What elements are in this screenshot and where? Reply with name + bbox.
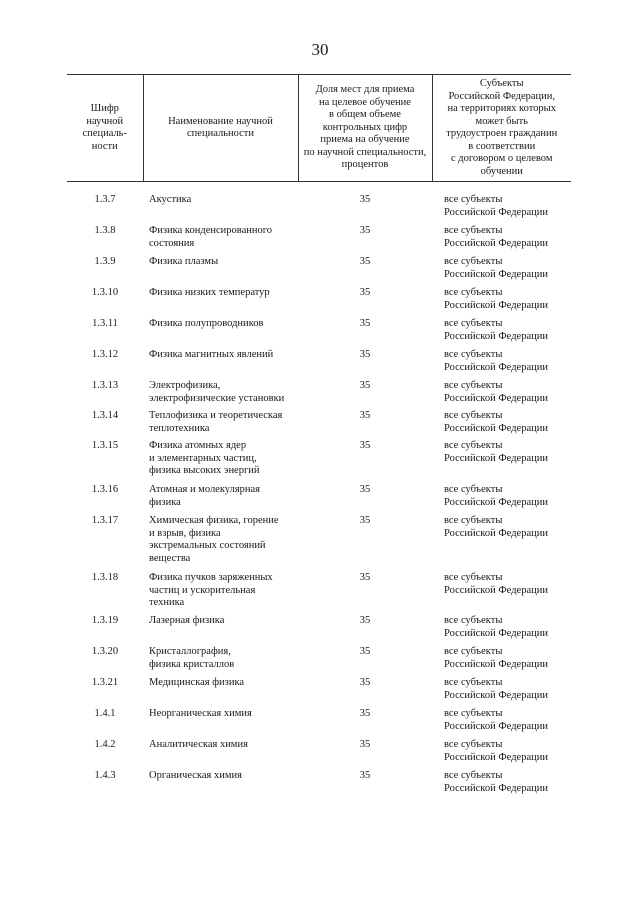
header-share: Доля мест для приема на целевое обучение в общем объеме контрольных цифр приема на обучение по научной специальности, процентов	[298, 75, 432, 182]
row-subjects: все субъекты Российской Федерации	[444, 572, 548, 596]
row-share-percent: 35	[359, 256, 371, 267]
row-code: 1.3.13	[91, 380, 119, 391]
row-code: 1.3.11	[92, 318, 118, 329]
row-subjects: все субъекты Российской Федерации	[444, 440, 548, 464]
row-specialty-name: Неорганическая химия	[149, 708, 252, 719]
row-subjects: все субъекты Российской Федерации	[444, 194, 548, 218]
row-specialty-name: Электрофизика, электрофизические установки	[149, 380, 285, 404]
row-code: 1.3.14	[91, 410, 119, 421]
table-body	[67, 182, 571, 802]
table-row	[67, 708, 571, 739]
row-subjects: все субъекты Российской Федерации	[444, 287, 548, 311]
row-specialty-name: Аналитическая химия	[149, 739, 248, 750]
row-share-percent: 35	[359, 572, 371, 583]
table-row	[67, 380, 571, 410]
row-subjects: все субъекты Российской Федерации	[444, 739, 548, 763]
row-specialty-name: Кристаллография, физика кристаллов	[149, 646, 235, 670]
row-code: 1.3.12	[91, 349, 119, 360]
row-code: 1.3.18	[91, 572, 119, 583]
row-specialty-name: Химическая физика, горение и взрыв, физика экстремальных состояний вещества	[149, 515, 279, 564]
specialties-table	[67, 74, 571, 801]
row-share-percent: 35	[359, 194, 371, 205]
row-subjects: все субъекты Российской Федерации	[444, 380, 548, 404]
row-specialty-name: Физика атомных ядер и элементарных частиц, физика высоких энергий	[149, 440, 260, 476]
row-code: 1.3.20	[91, 646, 119, 657]
row-specialty-name: Теплофизика и теоретическая теплотехника	[149, 410, 283, 434]
header-name: Наименование научной специальности	[143, 75, 298, 182]
table-row	[67, 484, 571, 515]
row-code: 1.3.21	[91, 677, 119, 688]
table-row	[67, 318, 571, 349]
row-specialty-name: Физика магнитных явлений	[149, 349, 274, 360]
table-row	[67, 515, 571, 572]
row-share-percent: 35	[359, 287, 371, 298]
table-row	[67, 677, 571, 708]
row-subjects: все субъекты Российской Федерации	[444, 318, 548, 342]
row-share-percent: 35	[359, 410, 371, 421]
table-row	[67, 646, 571, 677]
row-share-percent: 35	[359, 739, 371, 750]
row-share-percent: 35	[359, 484, 371, 495]
row-code: 1.3.15	[91, 440, 119, 451]
row-subjects: все субъекты Российской Федерации	[444, 349, 548, 373]
row-code: 1.3.16	[91, 484, 119, 495]
row-code: 1.3.8	[94, 225, 116, 236]
row-specialty-name: Физика конденсированного состояния	[149, 225, 273, 249]
row-subjects: все субъекты Российской Федерации	[444, 646, 548, 670]
row-subjects: все субъекты Российской Федерации	[444, 515, 548, 539]
row-specialty-name: Акустика	[149, 194, 192, 205]
row-share-percent: 35	[359, 677, 371, 688]
row-subjects: все субъекты Российской Федерации	[444, 484, 548, 508]
row-specialty-name: Физика плазмы	[149, 256, 219, 267]
table-row	[67, 194, 571, 225]
row-share-percent: 35	[359, 318, 371, 329]
table-row	[67, 572, 571, 615]
header-subjects: Субъекты Российской Федерации, на территориях которых может быть трудоустроен гражданин в соответствии с договором о целевом обучении	[432, 75, 571, 182]
row-share-percent: 35	[359, 708, 371, 719]
row-share-percent: 35	[359, 349, 371, 360]
table-row	[67, 739, 571, 770]
row-specialty-name: Физика низких температур	[149, 287, 270, 298]
page-number: 30	[311, 40, 329, 59]
row-code: 1.3.19	[91, 615, 119, 626]
row-code: 1.3.9	[94, 256, 116, 267]
table-row	[67, 440, 571, 484]
row-share-percent: 35	[359, 380, 371, 391]
row-code: 1.3.10	[91, 287, 119, 298]
row-specialty-name: Физика пучков заряженных частиц и ускорительная техника	[149, 572, 273, 608]
row-specialty-name: Физика полупроводников	[149, 318, 264, 329]
row-subjects: все субъекты Российской Федерации	[444, 615, 548, 639]
table-row	[67, 770, 571, 801]
table-row	[67, 615, 571, 646]
table-spacer	[67, 182, 571, 195]
row-code: 1.3.17	[91, 515, 119, 526]
table-row	[67, 225, 571, 256]
row-subjects: все субъекты Российской Федерации	[444, 225, 548, 249]
row-share-percent: 35	[359, 770, 371, 781]
row-subjects: все субъекты Российской Федерации	[444, 770, 548, 794]
table-row	[67, 349, 571, 380]
table-row	[67, 410, 571, 440]
row-specialty-name: Медицинская физика	[149, 677, 245, 688]
table-row	[67, 256, 571, 287]
row-specialty-name: Органическая химия	[149, 770, 242, 781]
row-specialty-name: Лазерная физика	[149, 615, 225, 626]
row-code: 1.4.3	[94, 770, 116, 781]
row-share-percent: 35	[359, 515, 371, 526]
row-share-percent: 35	[359, 646, 371, 657]
row-code: 1.4.2	[94, 739, 116, 750]
table-header	[67, 75, 571, 182]
table-row	[67, 287, 571, 318]
header-code: Шифр научной специаль- ности	[67, 75, 143, 182]
row-subjects: все субъекты Российской Федерации	[444, 256, 548, 280]
row-subjects: все субъекты Российской Федерации	[444, 410, 548, 434]
row-share-percent: 35	[359, 225, 371, 236]
row-share-percent: 35	[359, 440, 371, 451]
row-subjects: все субъекты Российской Федерации	[444, 677, 548, 701]
row-subjects: все субъекты Российской Федерации	[444, 708, 548, 732]
row-code: 1.3.7	[94, 194, 116, 205]
row-code: 1.4.1	[94, 708, 116, 719]
row-specialty-name: Атомная и молекулярная физика	[149, 484, 261, 508]
row-share-percent: 35	[359, 615, 371, 626]
